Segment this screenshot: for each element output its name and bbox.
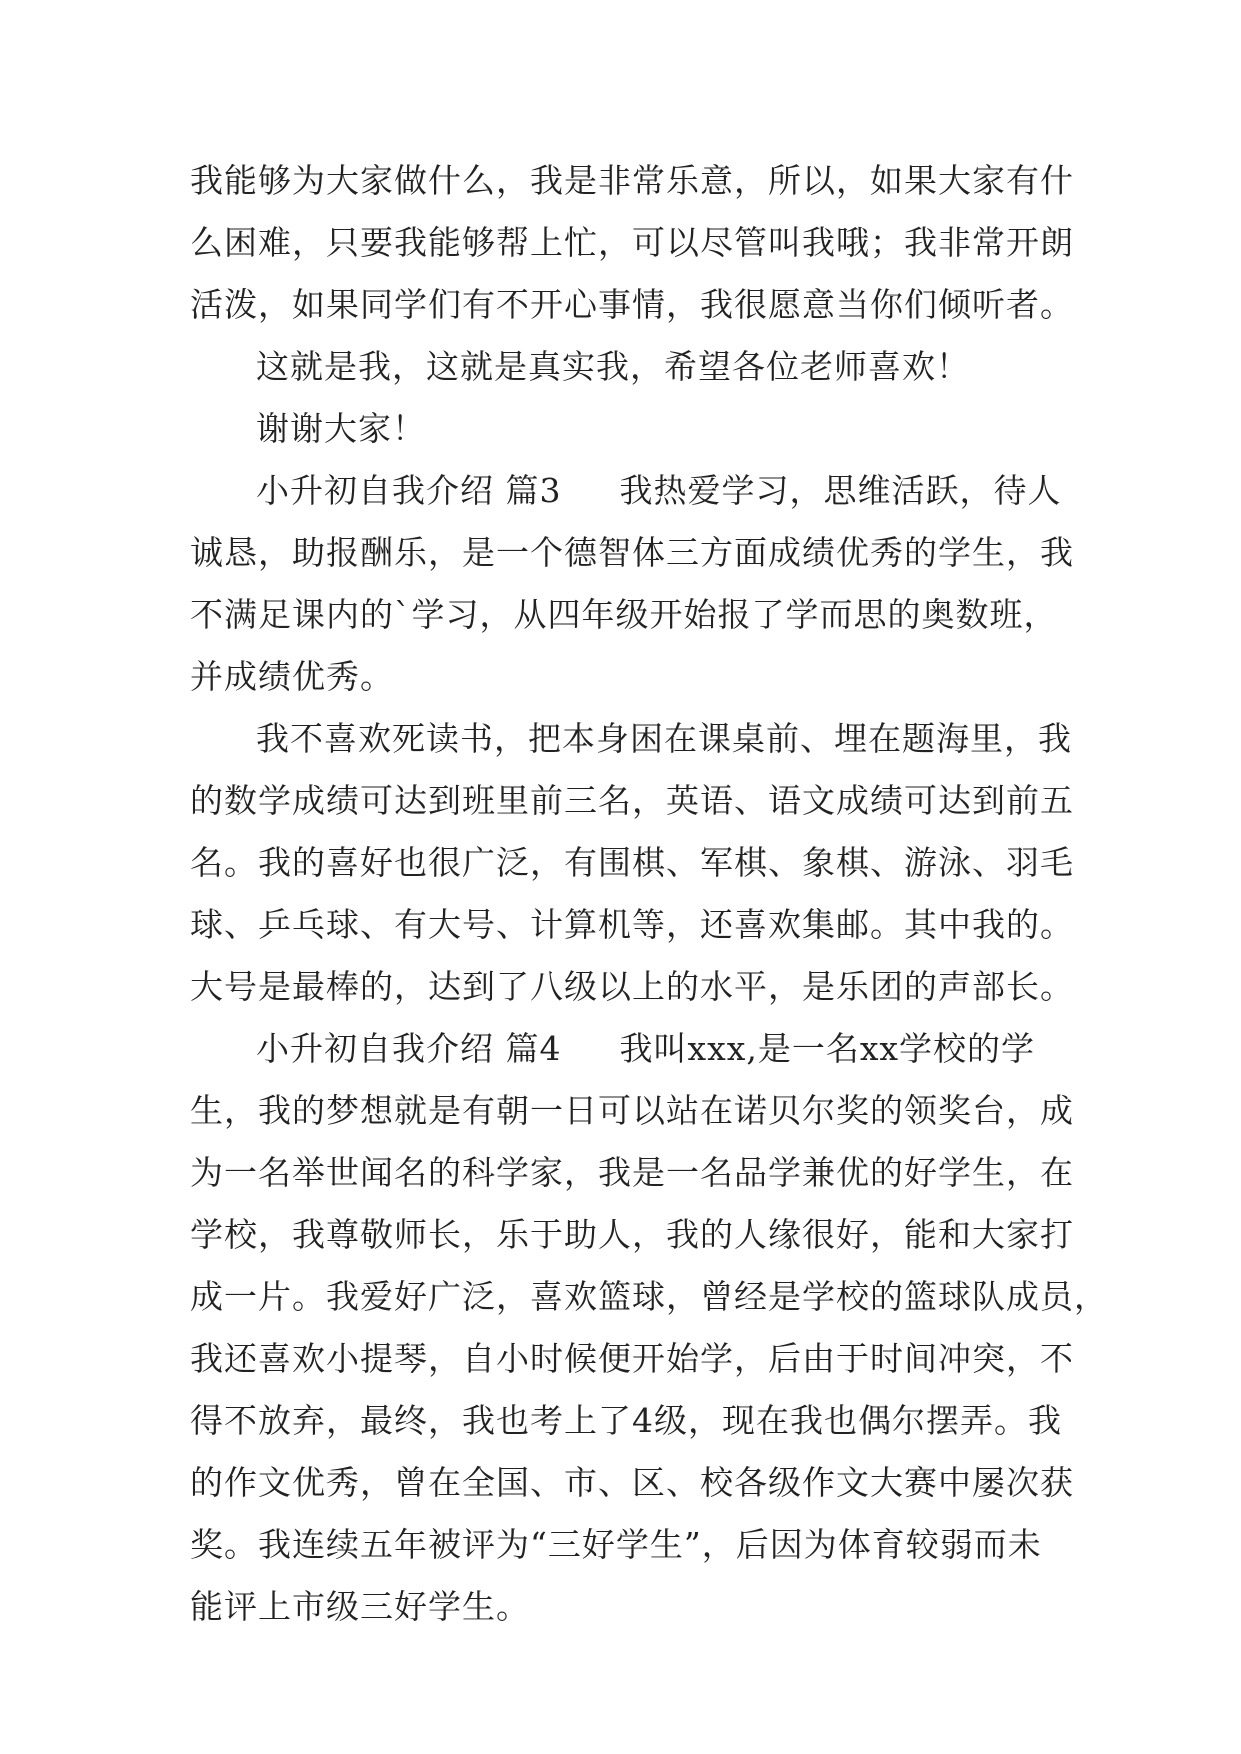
- text-line: 我还喜欢小提琴，自小时候便开始学，后由于时间冲突，不: [190, 1339, 1074, 1378]
- text-line: 得不放弃，最终，我也考上了4级，现在我也偶尔摆弄。我: [190, 1401, 1062, 1440]
- text-line: 么困难，只要我能够帮上忙，可以尽管叫我哦；我非常开朗: [190, 223, 1074, 262]
- text-line: 球、乒乓球、有大号、计算机等，还喜欢集邮。其中我的。: [190, 905, 1074, 944]
- section-heading-line: [190, 1018, 1070, 1080]
- section-heading: 小升初自我介绍 篇4: [256, 1029, 562, 1068]
- text-line: 诚恳，助报酬乐，是一个德智体三方面成绩优秀的学生，我: [190, 533, 1074, 572]
- text-line: 我能够为大家做什么，我是非常乐意，所以，如果大家有什: [190, 161, 1074, 200]
- text-line: 这就是我，这就是真实我，希望各位老师喜欢！: [256, 347, 970, 386]
- section-heading: 小升初自我介绍 篇3: [256, 471, 562, 510]
- text-segment: 我热爱学习，思维活跃，待人: [619, 471, 1062, 510]
- section-heading-line: [190, 460, 1070, 522]
- document-body: [190, 150, 1108, 1638]
- text-line: 成一片。我爱好广泛，喜欢篮球，曾经是学校的篮球队成员，: [190, 1277, 1108, 1316]
- text-line: 的数学成绩可达到班里前三名，英语、语文成绩可达到前五: [190, 781, 1074, 820]
- text-line: 能评上市级三好学生。: [190, 1587, 530, 1626]
- text-line: 活泼，如果同学们有不开心事情，我很愿意当你们倾听者。: [190, 285, 1074, 324]
- text-line: 的作文优秀，曾在全国、市、区、校各级作文大赛中屡次获: [190, 1463, 1074, 1502]
- text-line: 谢谢大家！: [256, 409, 426, 448]
- text-line: 奖。我连续五年被评为“三好学生”，后因为体育较弱而未: [190, 1525, 1042, 1564]
- text-line: 并成绩优秀。: [190, 657, 394, 696]
- text-line: 大号是最棒的，达到了八级以上的水平，是乐团的声部长。: [190, 967, 1074, 1006]
- text-segment: 我叫xxx,是一名xx学校的学: [619, 1029, 1036, 1068]
- text-line: 名。我的喜好也很广泛，有围棋、军棋、象棋、游泳、羽毛: [190, 843, 1074, 882]
- text-line: 学校，我尊敬师长，乐于助人，我的人缘很好，能和大家打: [190, 1215, 1074, 1254]
- text-line: 生，我的梦想就是有朝一日可以站在诺贝尔奖的领奖台，成: [190, 1091, 1074, 1130]
- text-line: 为一名举世闻名的科学家，我是一名品学兼优的好学生，在: [190, 1153, 1074, 1192]
- text-line: 我不喜欢死读书，把本身困在课桌前、埋在题海里，我: [256, 719, 1072, 758]
- text-line: 不满足课内的`学习，从四年级开始报了学而思的奥数班，: [190, 595, 1058, 634]
